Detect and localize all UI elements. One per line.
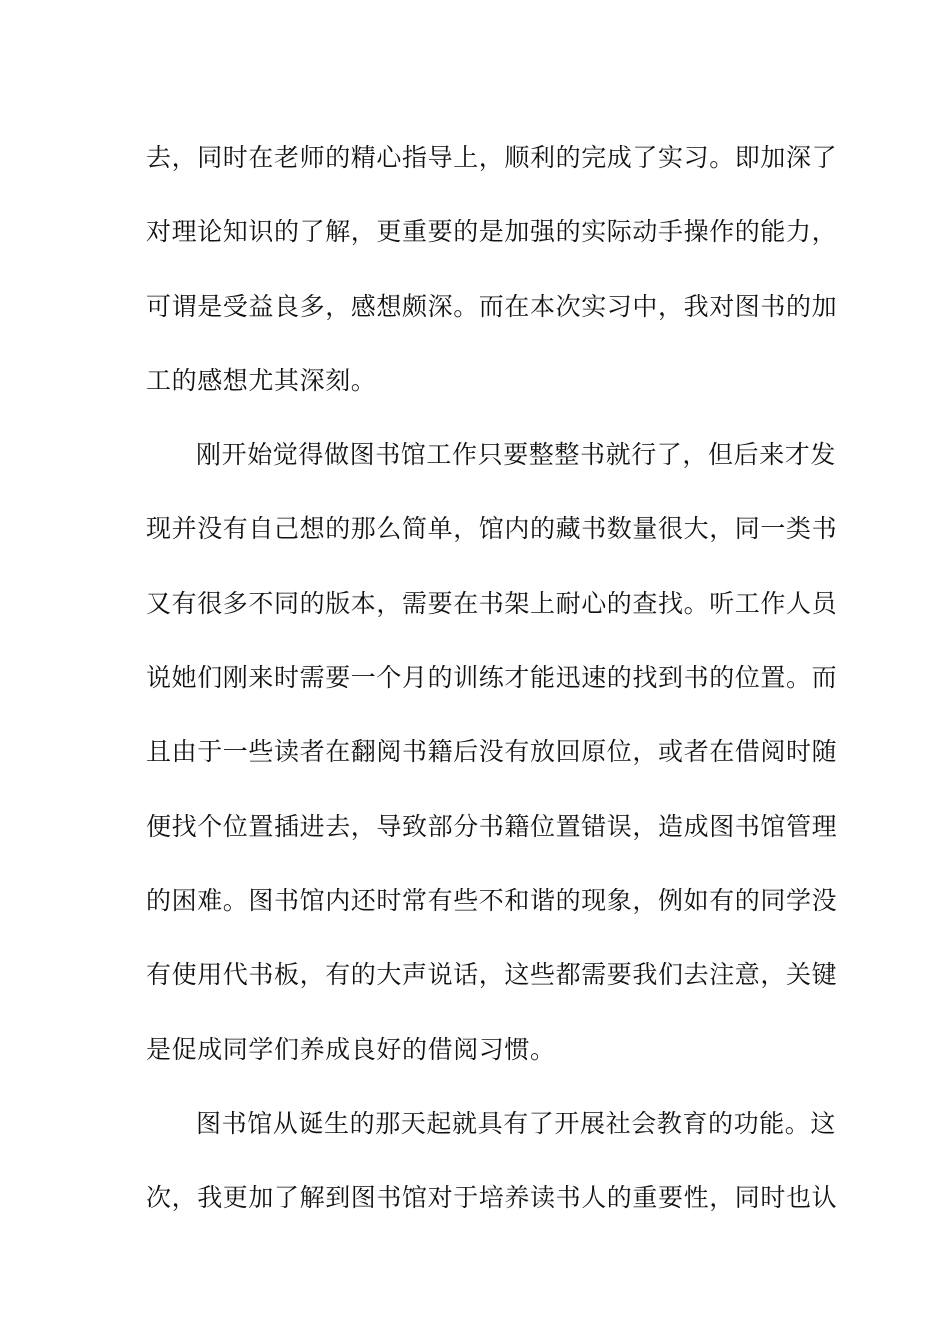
paragraph-2 (146, 427, 838, 1096)
text-line: 去，同时在老师的精心指导上，顺利的完成了实习。即加深了 (146, 143, 838, 172)
paragraph-3 (146, 1096, 838, 1225)
text-line: 刚开始觉得做图书馆工作只要整整书就行了，但后来才发 (196, 440, 837, 470)
text-line: 是促成同学们养成良好的借阅习惯。 (146, 1034, 556, 1064)
text-line: 说她们刚来时需要一个月的训练才能迅速的找到书的位置。而 (146, 663, 838, 693)
text-line: 又有很多不同的版本，需要在书架上耐心的查找。听工作人员 (146, 588, 838, 618)
text-line: 对理论知识的了解，更重要的是加强的实际动手操作的能力， (146, 217, 838, 247)
text-line: 现并没有自己想的那么简单，馆内的藏书数量很大，同一类书 (146, 514, 838, 544)
text-line: 工的感想尤其深刻。 (146, 365, 377, 395)
text-line: 的困难。图书馆内还时常有些不和谐的现象，例如有的同学没 (146, 885, 838, 915)
document-body (146, 130, 838, 1225)
text-line: 有使用代书板，有的大声说话，这些都需要我们去注意，关键 (146, 960, 838, 990)
text-line: 且由于一些读者在翻阅书籍后没有放回原位，或者在借阅时随 (146, 737, 838, 767)
text-line: 次，我更加了解到图书馆对于培养读书人的重要性，同时也认 (146, 1183, 838, 1213)
text-line: 图书馆从诞生的那天起就具有了开展社会教育的功能。这 (196, 1108, 837, 1138)
text-line: 可谓是受益良多，感想颇深。而在本次实习中，我对图书的加 (146, 291, 838, 321)
paragraph-1 (146, 130, 838, 427)
text-line: 便找个位置插进去，导致部分书籍位置错误，造成图书馆管理 (146, 811, 838, 841)
